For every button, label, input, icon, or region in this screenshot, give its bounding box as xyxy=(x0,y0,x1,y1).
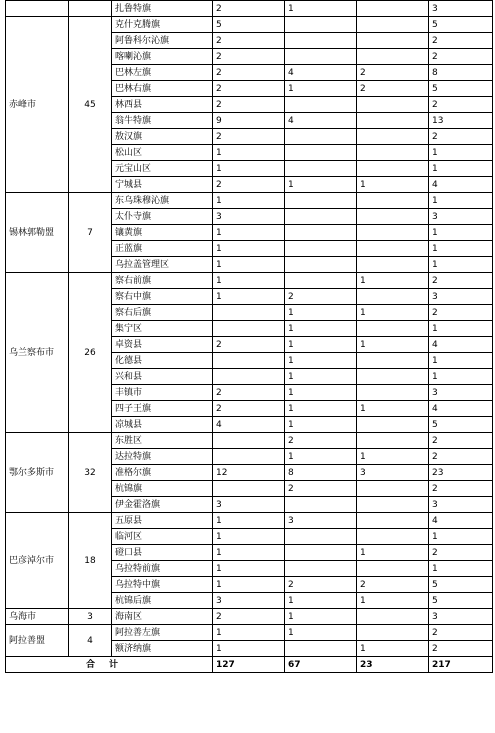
count-cell: 4 xyxy=(429,177,493,193)
count-cell: 3 xyxy=(213,593,285,609)
count-cell: 2 xyxy=(213,609,285,625)
count-cell: 1 xyxy=(213,561,285,577)
count-cell: 1 xyxy=(429,353,493,369)
count-cell: 2 xyxy=(429,33,493,49)
city-total-cell: 7 xyxy=(69,193,112,273)
count-cell: 1 xyxy=(213,273,285,289)
count-cell xyxy=(357,225,429,241)
count-cell: 3 xyxy=(429,609,493,625)
count-cell: 3 xyxy=(429,1,493,17)
count-cell: 1 xyxy=(285,609,357,625)
county-name-cell: 海南区 xyxy=(112,609,213,625)
county-name-cell: 松山区 xyxy=(112,145,213,161)
city-total-cell: 18 xyxy=(69,513,112,609)
county-name-cell: 五原县 xyxy=(112,513,213,529)
county-name-cell: 四子王旗 xyxy=(112,401,213,417)
count-cell: 1 xyxy=(285,369,357,385)
count-cell: 1 xyxy=(357,401,429,417)
count-cell xyxy=(357,497,429,513)
county-name-cell: 集宁区 xyxy=(112,321,213,337)
county-name-cell: 乌拉盖管理区 xyxy=(112,257,213,273)
count-cell: 1 xyxy=(213,513,285,529)
count-cell: 2 xyxy=(213,385,285,401)
count-cell: 4 xyxy=(213,417,285,433)
count-cell: 2 xyxy=(429,545,493,561)
count-cell xyxy=(285,241,357,257)
count-cell xyxy=(213,305,285,321)
count-cell xyxy=(357,417,429,433)
count-cell: 2 xyxy=(213,81,285,97)
count-cell xyxy=(213,321,285,337)
city-name-cell: 乌海市 xyxy=(6,609,69,625)
county-name-cell: 凉城县 xyxy=(112,417,213,433)
count-cell: 2 xyxy=(213,129,285,145)
count-cell xyxy=(285,33,357,49)
count-cell xyxy=(285,225,357,241)
count-cell: 1 xyxy=(213,529,285,545)
count-cell: 2 xyxy=(213,49,285,65)
count-cell: 3 xyxy=(429,497,493,513)
count-cell: 3 xyxy=(213,497,285,513)
count-cell: 1 xyxy=(213,577,285,593)
count-cell: 2 xyxy=(213,33,285,49)
count-cell: 5 xyxy=(213,17,285,33)
county-name-cell: 察右前旗 xyxy=(112,273,213,289)
count-cell: 1 xyxy=(213,161,285,177)
count-cell: 5 xyxy=(429,17,493,33)
count-cell: 1 xyxy=(285,353,357,369)
count-cell: 1 xyxy=(213,225,285,241)
count-cell: 1 xyxy=(285,449,357,465)
count-cell: 3 xyxy=(429,385,493,401)
county-name-cell: 阿拉善左旗 xyxy=(112,625,213,641)
city-name-cell: 鄂尔多斯市 xyxy=(6,433,69,513)
count-cell: 4 xyxy=(429,337,493,353)
count-cell xyxy=(213,433,285,449)
count-cell: 2 xyxy=(357,577,429,593)
count-cell: 1 xyxy=(285,593,357,609)
count-cell: 8 xyxy=(429,65,493,81)
count-cell: 2 xyxy=(213,177,285,193)
count-cell: 2 xyxy=(429,129,493,145)
count-cell: 1 xyxy=(285,401,357,417)
count-cell: 2 xyxy=(357,81,429,97)
count-cell xyxy=(357,193,429,209)
count-cell: 4 xyxy=(429,513,493,529)
county-name-cell: 准格尔旗 xyxy=(112,465,213,481)
count-cell xyxy=(357,241,429,257)
count-cell: 2 xyxy=(213,401,285,417)
count-cell: 1 xyxy=(285,625,357,641)
count-cell xyxy=(357,529,429,545)
count-cell xyxy=(357,209,429,225)
count-cell xyxy=(357,289,429,305)
count-cell: 1 xyxy=(285,81,357,97)
county-name-cell: 林西县 xyxy=(112,97,213,113)
count-cell xyxy=(357,609,429,625)
table-row xyxy=(6,433,493,449)
count-cell: 1 xyxy=(213,145,285,161)
count-cell xyxy=(285,129,357,145)
count-cell: 3 xyxy=(213,209,285,225)
summary-value-cell: 67 xyxy=(285,657,357,673)
county-name-cell: 宁城县 xyxy=(112,177,213,193)
count-cell xyxy=(357,481,429,497)
city-total-cell: 32 xyxy=(69,433,112,513)
county-name-cell: 阿鲁科尔沁旗 xyxy=(112,33,213,49)
county-name-cell: 察右中旗 xyxy=(112,289,213,305)
count-cell: 1 xyxy=(357,273,429,289)
count-cell: 13 xyxy=(429,113,493,129)
county-name-cell: 化德县 xyxy=(112,353,213,369)
county-name-cell: 翁牛特旗 xyxy=(112,113,213,129)
count-cell xyxy=(357,1,429,17)
count-cell: 2 xyxy=(285,433,357,449)
county-name-cell: 乌拉特中旗 xyxy=(112,577,213,593)
count-cell xyxy=(357,49,429,65)
count-cell xyxy=(285,209,357,225)
count-cell xyxy=(285,497,357,513)
count-cell xyxy=(285,145,357,161)
count-cell: 1 xyxy=(213,289,285,305)
count-cell: 2 xyxy=(285,289,357,305)
count-cell xyxy=(357,625,429,641)
county-name-cell: 伊金霍洛旗 xyxy=(112,497,213,513)
count-cell: 1 xyxy=(285,305,357,321)
count-cell: 1 xyxy=(429,225,493,241)
county-name-cell: 镶黄旗 xyxy=(112,225,213,241)
count-cell xyxy=(357,97,429,113)
count-cell xyxy=(285,49,357,65)
count-cell xyxy=(357,561,429,577)
table-row xyxy=(6,513,493,529)
county-name-cell: 元宝山区 xyxy=(112,161,213,177)
count-cell: 3 xyxy=(429,209,493,225)
city-total-cell: 26 xyxy=(69,273,112,433)
summary-value-cell: 23 xyxy=(357,657,429,673)
count-cell: 1 xyxy=(357,305,429,321)
city-name-cell: 乌兰察布市 xyxy=(6,273,69,433)
county-name-cell: 杭锦旗 xyxy=(112,481,213,497)
summary-row xyxy=(6,657,493,673)
count-cell xyxy=(357,513,429,529)
table-row xyxy=(6,273,493,289)
count-cell: 1 xyxy=(357,449,429,465)
count-cell xyxy=(213,369,285,385)
count-cell xyxy=(357,113,429,129)
count-cell xyxy=(357,433,429,449)
count-cell: 2 xyxy=(213,97,285,113)
summary-value-cell: 217 xyxy=(429,657,493,673)
count-cell xyxy=(357,321,429,337)
count-cell: 2 xyxy=(285,481,357,497)
count-cell: 5 xyxy=(429,417,493,433)
count-cell: 2 xyxy=(429,449,493,465)
table-row xyxy=(6,625,493,641)
count-cell: 23 xyxy=(429,465,493,481)
county-name-cell: 杭锦后旗 xyxy=(112,593,213,609)
city-name-cell: 巴彦淖尔市 xyxy=(6,513,69,609)
count-cell: 12 xyxy=(213,465,285,481)
count-cell: 3 xyxy=(429,289,493,305)
county-name-cell: 巴林左旗 xyxy=(112,65,213,81)
count-cell: 1 xyxy=(285,337,357,353)
count-cell: 1 xyxy=(429,321,493,337)
count-cell: 1 xyxy=(429,369,493,385)
count-cell: 2 xyxy=(429,49,493,65)
count-cell xyxy=(285,529,357,545)
county-name-cell: 卓资县 xyxy=(112,337,213,353)
county-name-cell: 兴和县 xyxy=(112,369,213,385)
count-cell: 9 xyxy=(213,113,285,129)
county-name-cell: 达拉特旗 xyxy=(112,449,213,465)
count-cell: 1 xyxy=(429,193,493,209)
city-name-cell xyxy=(6,1,69,17)
count-cell: 2 xyxy=(429,97,493,113)
count-cell xyxy=(213,481,285,497)
county-name-cell: 敖汉旗 xyxy=(112,129,213,145)
county-name-cell: 临河区 xyxy=(112,529,213,545)
count-cell xyxy=(285,257,357,273)
county-name-cell: 正蓝旗 xyxy=(112,241,213,257)
county-name-cell: 喀喇沁旗 xyxy=(112,49,213,65)
count-cell: 2 xyxy=(429,433,493,449)
count-cell: 3 xyxy=(285,513,357,529)
count-cell xyxy=(357,161,429,177)
county-name-cell: 额济纳旗 xyxy=(112,641,213,657)
city-total-cell: 4 xyxy=(69,625,112,657)
count-cell xyxy=(285,17,357,33)
count-cell: 4 xyxy=(285,65,357,81)
count-cell xyxy=(285,273,357,289)
count-cell: 1 xyxy=(213,193,285,209)
city-name-cell: 锡林郭勒盟 xyxy=(6,193,69,273)
count-cell: 1 xyxy=(285,385,357,401)
summary-label: 合计 xyxy=(6,657,213,673)
count-cell: 1 xyxy=(285,1,357,17)
table-body xyxy=(6,1,493,673)
summary-value-cell: 127 xyxy=(213,657,285,673)
county-name-cell: 察右后旗 xyxy=(112,305,213,321)
count-cell xyxy=(357,385,429,401)
county-name-cell: 扎鲁特旗 xyxy=(112,1,213,17)
count-cell xyxy=(357,353,429,369)
count-cell: 1 xyxy=(213,545,285,561)
count-cell xyxy=(213,449,285,465)
county-name-cell: 乌拉特前旗 xyxy=(112,561,213,577)
count-cell: 2 xyxy=(213,65,285,81)
count-cell: 1 xyxy=(429,161,493,177)
count-cell xyxy=(285,561,357,577)
count-cell: 1 xyxy=(357,593,429,609)
count-cell: 1 xyxy=(429,241,493,257)
count-cell: 1 xyxy=(357,337,429,353)
count-cell: 1 xyxy=(429,257,493,273)
table-row xyxy=(6,193,493,209)
count-cell: 4 xyxy=(285,113,357,129)
count-cell: 1 xyxy=(213,641,285,657)
count-cell: 1 xyxy=(285,417,357,433)
county-name-cell: 磴口县 xyxy=(112,545,213,561)
count-cell: 5 xyxy=(429,81,493,97)
count-cell xyxy=(285,97,357,113)
county-name-cell: 巴林右旗 xyxy=(112,81,213,97)
count-cell xyxy=(357,33,429,49)
statistics-table xyxy=(5,0,493,673)
county-name-cell: 东胜区 xyxy=(112,433,213,449)
county-name-cell: 东乌珠穆沁旗 xyxy=(112,193,213,209)
table-row xyxy=(6,17,493,33)
count-cell: 1 xyxy=(357,641,429,657)
city-total-cell xyxy=(69,1,112,17)
count-cell: 2 xyxy=(357,65,429,81)
count-cell: 4 xyxy=(429,401,493,417)
count-cell xyxy=(285,641,357,657)
count-cell: 1 xyxy=(213,625,285,641)
count-cell xyxy=(357,17,429,33)
city-name-cell: 阿拉善盟 xyxy=(6,625,69,657)
table-row xyxy=(6,609,493,625)
count-cell: 1 xyxy=(213,257,285,273)
city-name-cell: 赤峰市 xyxy=(6,17,69,193)
count-cell xyxy=(285,545,357,561)
count-cell: 2 xyxy=(285,577,357,593)
count-cell: 1 xyxy=(285,321,357,337)
count-cell: 1 xyxy=(429,561,493,577)
count-cell: 1 xyxy=(357,177,429,193)
table-row xyxy=(6,1,493,17)
count-cell xyxy=(357,257,429,273)
count-cell: 5 xyxy=(429,577,493,593)
count-cell: 1 xyxy=(285,177,357,193)
count-cell xyxy=(357,129,429,145)
count-cell: 1 xyxy=(429,145,493,161)
count-cell: 2 xyxy=(429,481,493,497)
count-cell xyxy=(285,193,357,209)
county-name-cell: 太仆寺旗 xyxy=(112,209,213,225)
count-cell: 2 xyxy=(213,337,285,353)
count-cell: 5 xyxy=(429,593,493,609)
count-cell: 2 xyxy=(429,305,493,321)
count-cell: 1 xyxy=(429,529,493,545)
city-total-cell: 3 xyxy=(69,609,112,625)
count-cell: 2 xyxy=(429,273,493,289)
count-cell: 1 xyxy=(213,241,285,257)
count-cell: 1 xyxy=(357,545,429,561)
count-cell: 2 xyxy=(429,625,493,641)
county-name-cell: 丰镇市 xyxy=(112,385,213,401)
count-cell: 8 xyxy=(285,465,357,481)
count-cell: 3 xyxy=(357,465,429,481)
count-cell xyxy=(285,161,357,177)
count-cell: 2 xyxy=(213,1,285,17)
count-cell: 2 xyxy=(429,641,493,657)
county-name-cell: 克什克腾旗 xyxy=(112,17,213,33)
city-total-cell: 45 xyxy=(69,17,112,193)
count-cell xyxy=(213,353,285,369)
count-cell xyxy=(357,145,429,161)
count-cell xyxy=(357,369,429,385)
